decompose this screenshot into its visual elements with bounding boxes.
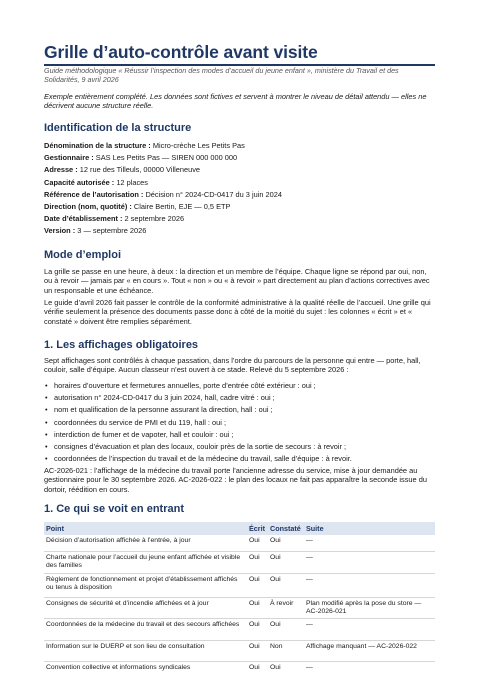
field-row — [44, 177, 435, 189]
cell-point: Charte nationale pour l’accueil du jeune enfant affichée et visible des familles — [44, 551, 247, 573]
affichages-paragraph-1: Sept affichages sont contrôlés à chaque passation, dans l’ordre du parcours de la personne qui entre — porte, hall, couloir, salle d’équipe. Aucun classeur n’est ouvert à ce stade. Relevé du 5 septembre 2026 : — [44, 356, 421, 375]
field-row — [44, 225, 435, 237]
table-row — [44, 597, 435, 618]
cell-constate: Oui — [268, 551, 304, 573]
mode-emploi-paragraph-2: Le guide d’avril 2026 fait passer le contrôle de la conformité administrative à la qualité réelle de l’accueil. Une grille qui vérifie seulement la présence des documents passe donc à côté de la moitié du sujet : les colonnes « écrit » et « constaté » doivent être remplies séparément. — [44, 298, 431, 326]
table-header-row — [44, 522, 435, 535]
document-subtitle: Guide méthodologique « Réussir l’inspection des modes d’accueil du jeune enfant », ministère du Travail et des Solidarités, 9 avril 2026 — [44, 66, 399, 84]
cell-point: Consignes de sécurité et d’incendie affichées et à jour — [44, 597, 247, 618]
list-item: • coordonnées de l’inspection du travail et de la médecine du travail, salle d’équipe : à revoir. — [44, 453, 435, 465]
list-item: • autorisation n° 2024-CD-0417 du 3 juin 2024, hall, cadre vitré : oui ; — [44, 392, 435, 404]
cell-constate: Non — [268, 640, 304, 661]
table-row — [44, 535, 435, 551]
field-label: Référence de l’autorisation : — [44, 189, 144, 199]
field-row — [44, 189, 435, 201]
list-item: • interdiction de fumer et de vapoter, hall et couloir : oui ; — [44, 429, 435, 441]
field-label: Adresse : — [44, 165, 78, 175]
field-value: 12 places — [116, 177, 148, 187]
cell-suite: — — [304, 551, 435, 573]
cell-constate: Oui — [268, 618, 304, 640]
column-header-ecrit: Écrit — [247, 522, 268, 535]
field-label: Date d’établissement : — [44, 214, 123, 224]
cell-ecrit: Oui — [247, 573, 268, 597]
cell-constate: Oui — [268, 535, 304, 551]
affichages-paragraph-2: AC-2026-021 : l’affichage de la médecine du travail porte l’ancienne adresse du service, mise à jour demandée au gestionnaire pour le 30 septembre 2026. AC-2026-022 : le plan des locaux ne fait pas apparaître la seconde issue du dortoir, réédition en cours. — [44, 466, 427, 494]
column-header-point: Point — [44, 522, 247, 535]
cell-point: Règlement de fonctionnement et projet d’établissement affichés ou tenus à disposition — [44, 573, 247, 597]
cell-ecrit: Oui — [247, 618, 268, 640]
section-heading-entrant: 1. Ce qui se voit en entrant — [44, 503, 184, 515]
field-label: Direction (nom, quotité) : — [44, 202, 132, 212]
section-heading-affichages: 1. Les affichages obligatoires — [44, 339, 199, 351]
table-row — [44, 618, 435, 640]
identification-fields — [44, 140, 435, 238]
document-title: Grille d’auto-contrôle avant visite — [44, 42, 318, 62]
table-row — [44, 573, 435, 597]
cell-point: Coordonnées de la médecine du travail et des secours affichées — [44, 618, 247, 640]
field-value: 3 — septembre 2026 — [77, 226, 147, 236]
affichages-list — [44, 380, 435, 465]
field-row — [44, 201, 435, 213]
table-row — [44, 640, 435, 661]
cell-ecrit: Oui — [247, 597, 268, 618]
list-item: • consignes d’évacuation et plan des locaux, couloir près de la sortie de secours : à revoir ; — [44, 441, 435, 453]
field-label: Dénomination de la structure : — [44, 141, 151, 150]
cell-constate: Oui — [268, 661, 304, 673]
cell-ecrit: Oui — [247, 535, 268, 551]
field-label: Gestionnaire : — [44, 153, 94, 163]
field-value: SAS Les Petits Pas — SIREN 000 000 000 — [95, 153, 238, 163]
list-item: • nom et qualification de la personne assurant la direction, hall : oui ; — [44, 404, 435, 416]
cell-ecrit: Oui — [247, 661, 268, 673]
cell-point: Convention collective et informations syndicales — [44, 661, 247, 673]
field-value: 2 septembre 2026 — [124, 214, 185, 224]
intro-note: Exemple entièrement complété. Les données sont fictives et servent à montrer le niveau de détail attendu — elles ne décrivent aucune structure réelle. — [44, 92, 427, 111]
field-value: 12 rue des Tilleuls, 00000 Villeneuve — [79, 165, 200, 175]
mode-emploi-paragraph-1: La grille se passe en une heure, à deux : la direction et un membre de l’équipe. Chaque ligne se répond par oui, non, ou à revoir — jamais par « en cours ». Tout « non » ou « à revoir » part directement au plan d’actions correctives avec un responsable et une échéance. — [44, 267, 430, 295]
field-value: Claire Bertin, EJE — 0,5 ETP — [133, 202, 231, 212]
cell-suite: — — [304, 661, 435, 673]
column-header-suite: Suite — [304, 522, 435, 535]
field-label: Version : — [44, 226, 76, 236]
table-row — [44, 551, 435, 573]
cell-ecrit: Oui — [247, 640, 268, 661]
cell-suite: — — [304, 573, 435, 597]
cell-suite: — — [304, 535, 435, 551]
cell-suite: — — [304, 618, 435, 640]
field-row — [44, 213, 435, 225]
field-row — [44, 140, 435, 152]
cell-ecrit: Oui — [247, 551, 268, 573]
column-header-constate: Constaté — [268, 522, 304, 535]
cell-point: Décision d’autorisation affichée à l’entrée, à jour — [44, 535, 247, 551]
table-row — [44, 661, 435, 673]
section-heading-mode-emploi: Mode d’emploi — [44, 249, 121, 261]
checklist-table — [44, 522, 435, 673]
section-heading-identification: Identification de la structure — [44, 122, 192, 134]
field-row — [44, 164, 435, 176]
field-label: Capacité autorisée : — [44, 177, 115, 187]
cell-suite: Affichage manquant — AC-2026-022 — [304, 640, 435, 661]
cell-point: Information sur le DUERP et son lieu de consultation — [44, 640, 247, 661]
field-value: Décision n° 2024-CD-0417 du 3 juin 2024 — [145, 189, 282, 199]
field-row — [44, 152, 435, 164]
list-item: • horaires d’ouverture et fermetures annuelles, porte d’entrée côté extérieur : oui ; — [44, 380, 435, 392]
cell-constate: À revoir — [268, 597, 304, 618]
cell-constate: Oui — [268, 573, 304, 597]
field-value: Micro-crèche Les Petits Pas — [152, 141, 245, 150]
cell-suite: Plan modifié après la pose du store — AC-2026-021 — [304, 597, 435, 618]
list-item: • coordonnées du service de PMI et du 119, hall : oui ; — [44, 417, 435, 429]
